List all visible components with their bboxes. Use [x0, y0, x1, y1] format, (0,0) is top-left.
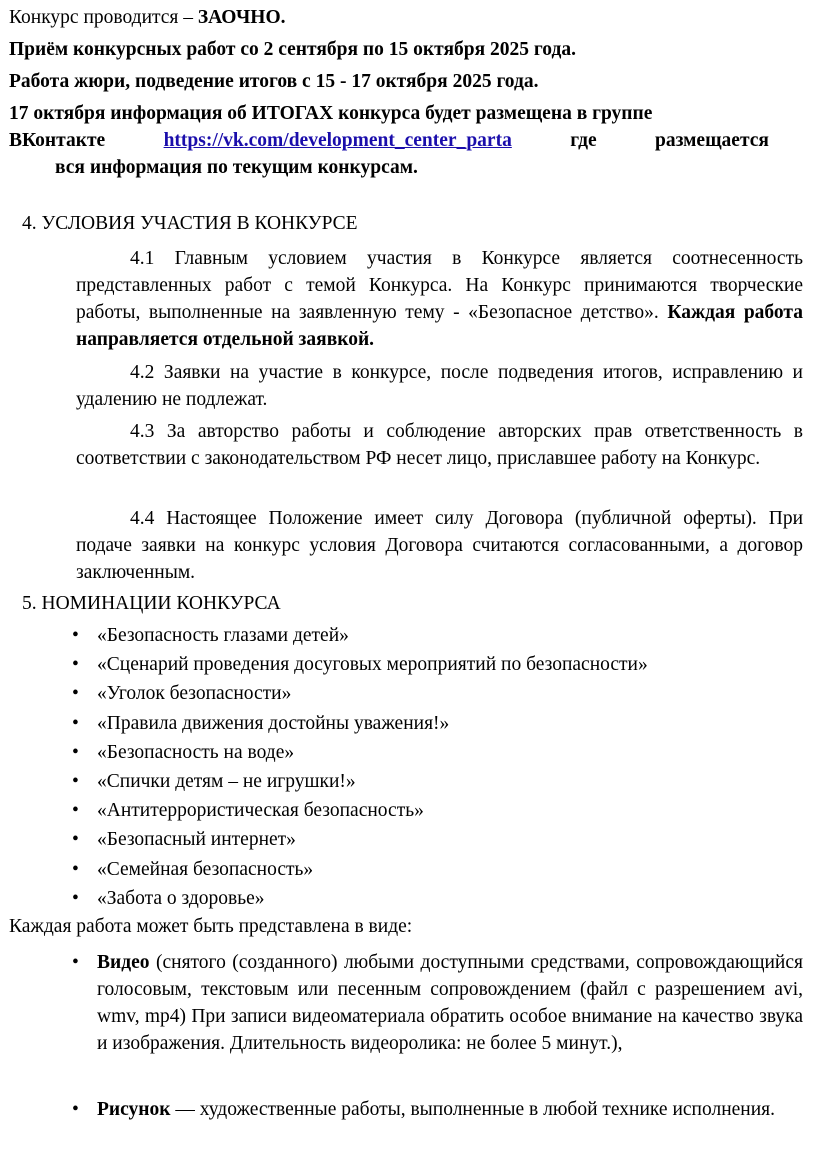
- list-item: [0, 826, 816, 855]
- format-drawing-text: — художественные работы, выполненные в любой технике исполнения.: [170, 1099, 775, 1120]
- list-item: [0, 651, 816, 680]
- nomination-label: «Уголок безопасности»: [97, 683, 292, 705]
- nomination-label: «Сценарий проведения досуговых мероприятий по безопасности»: [97, 654, 648, 676]
- bullet-icon: •: [72, 858, 79, 880]
- format-video: [0, 949, 803, 1057]
- vk-info-line: вся информация по текущим конкурсам.: [55, 157, 418, 178]
- clause-4-3: 4.3 За авторство работы и соблюдение авторских прав ответственность в соответствии с законодательством РФ несет лицо, приславшее работу на Конкурс.: [76, 421, 803, 469]
- vk-group-link[interactable]: https://vk.com/development_center_parta: [163, 130, 512, 151]
- bullet-icon: •: [72, 741, 79, 763]
- bullet-icon: •: [72, 800, 79, 822]
- format-drawing: [0, 1096, 803, 1123]
- vk-label: ВКонтакте: [9, 130, 106, 151]
- bullet-icon: •: [72, 1099, 79, 1120]
- list-item: [0, 680, 816, 709]
- formats-list: [0, 949, 816, 1057]
- format-video-title: Видео: [97, 952, 150, 973]
- submission-dates: Приём конкурсных работ со 2 сентября по 15 октября 2025 года.: [9, 39, 576, 60]
- nominations-list: [0, 622, 816, 914]
- section-5-title: 5. НОМИНАЦИИ КОНКУРСА: [22, 593, 281, 614]
- formats-list-2: [0, 1096, 816, 1123]
- nomination-label: «Семейная безопасность»: [97, 858, 314, 880]
- list-item: [0, 797, 816, 826]
- vk-where-text: где: [570, 130, 597, 151]
- list-item: [0, 710, 816, 739]
- clause-4-1-text: 4.1 Главным условием участия в Конкурсе является соотнесенность представленных работ с темой Конкурса. На Конкурс принимаются творческие работы, выполненные на заявленную тему - «Безопасное детство».: [76, 248, 803, 323]
- bullet-icon: •: [72, 952, 79, 973]
- format-video-text: (снятого (созданного) любыми доступными средствами, сопровождающийся голосовым, текстовым или песенным сопровождением (файл с разрешением avi, wmv, mp4) При записи видеоматериала обратить особое внимание на качество звука и изображения. Длительность видеоролика: не более 5 минут.),: [97, 952, 803, 1054]
- nomination-label: «Правила движения достойны уважения!»: [97, 712, 450, 734]
- jury-dates: Работа жюри, подведение итогов с 15 - 17 октября 2025 года.: [9, 71, 539, 92]
- bullet-icon: •: [72, 829, 79, 851]
- clause-4-1-bold: Каждая работа направляется отдельной заявкой.: [76, 302, 803, 350]
- bullet-icon: •: [72, 683, 79, 705]
- bullet-icon: •: [72, 712, 79, 734]
- clause-4-4: 4.4 Настоящее Положение имеет силу Договора (публичной оферты). При подаче заявки на конкурс условия Договора считаются согласованными, а договор заключенным.: [76, 508, 803, 583]
- clause-4-2: 4.2 Заявки на участие в конкурсе, после подведения итогов, исправлению и удалению не подлежат.: [76, 362, 803, 410]
- list-item: [0, 768, 816, 797]
- list-item: [0, 885, 816, 914]
- vk-line: [9, 127, 799, 154]
- bullet-icon: •: [72, 887, 79, 909]
- bullet-icon: •: [72, 654, 79, 676]
- nomination-label: «Спички детям – не игрушки!»: [97, 770, 356, 792]
- bullet-icon: •: [72, 770, 79, 792]
- list-item: [0, 622, 816, 651]
- clause-4-1: [76, 245, 803, 353]
- nomination-label: «Забота о здоровье»: [97, 887, 265, 909]
- bullet-icon: •: [72, 625, 79, 646]
- contest-format-label: Конкурс проводится –: [9, 7, 198, 28]
- contest-format-value: ЗАОЧНО.: [197, 7, 286, 28]
- list-item: [0, 739, 816, 768]
- results-announcement: 17 октября информация об ИТОГАХ конкурса будет размещена в группе: [9, 103, 653, 124]
- vk-placed-text: размещается: [654, 130, 769, 151]
- nomination-label: «Безопасность на воде»: [97, 741, 295, 763]
- list-item: [0, 856, 816, 885]
- contest-format-line: [9, 4, 799, 31]
- nomination-label: «Безопасный интернет»: [97, 829, 296, 851]
- formats-intro: Каждая работа может быть представлена в виде:: [9, 916, 413, 937]
- nomination-label: «Безопасность глазами детей»: [97, 625, 349, 646]
- nomination-label: «Антитеррористическая безопасность»: [97, 800, 424, 822]
- format-drawing-title: Рисунок: [97, 1099, 171, 1120]
- section-4-title: 4. УСЛОВИЯ УЧАСТИЯ В КОНКУРСЕ: [22, 213, 358, 234]
